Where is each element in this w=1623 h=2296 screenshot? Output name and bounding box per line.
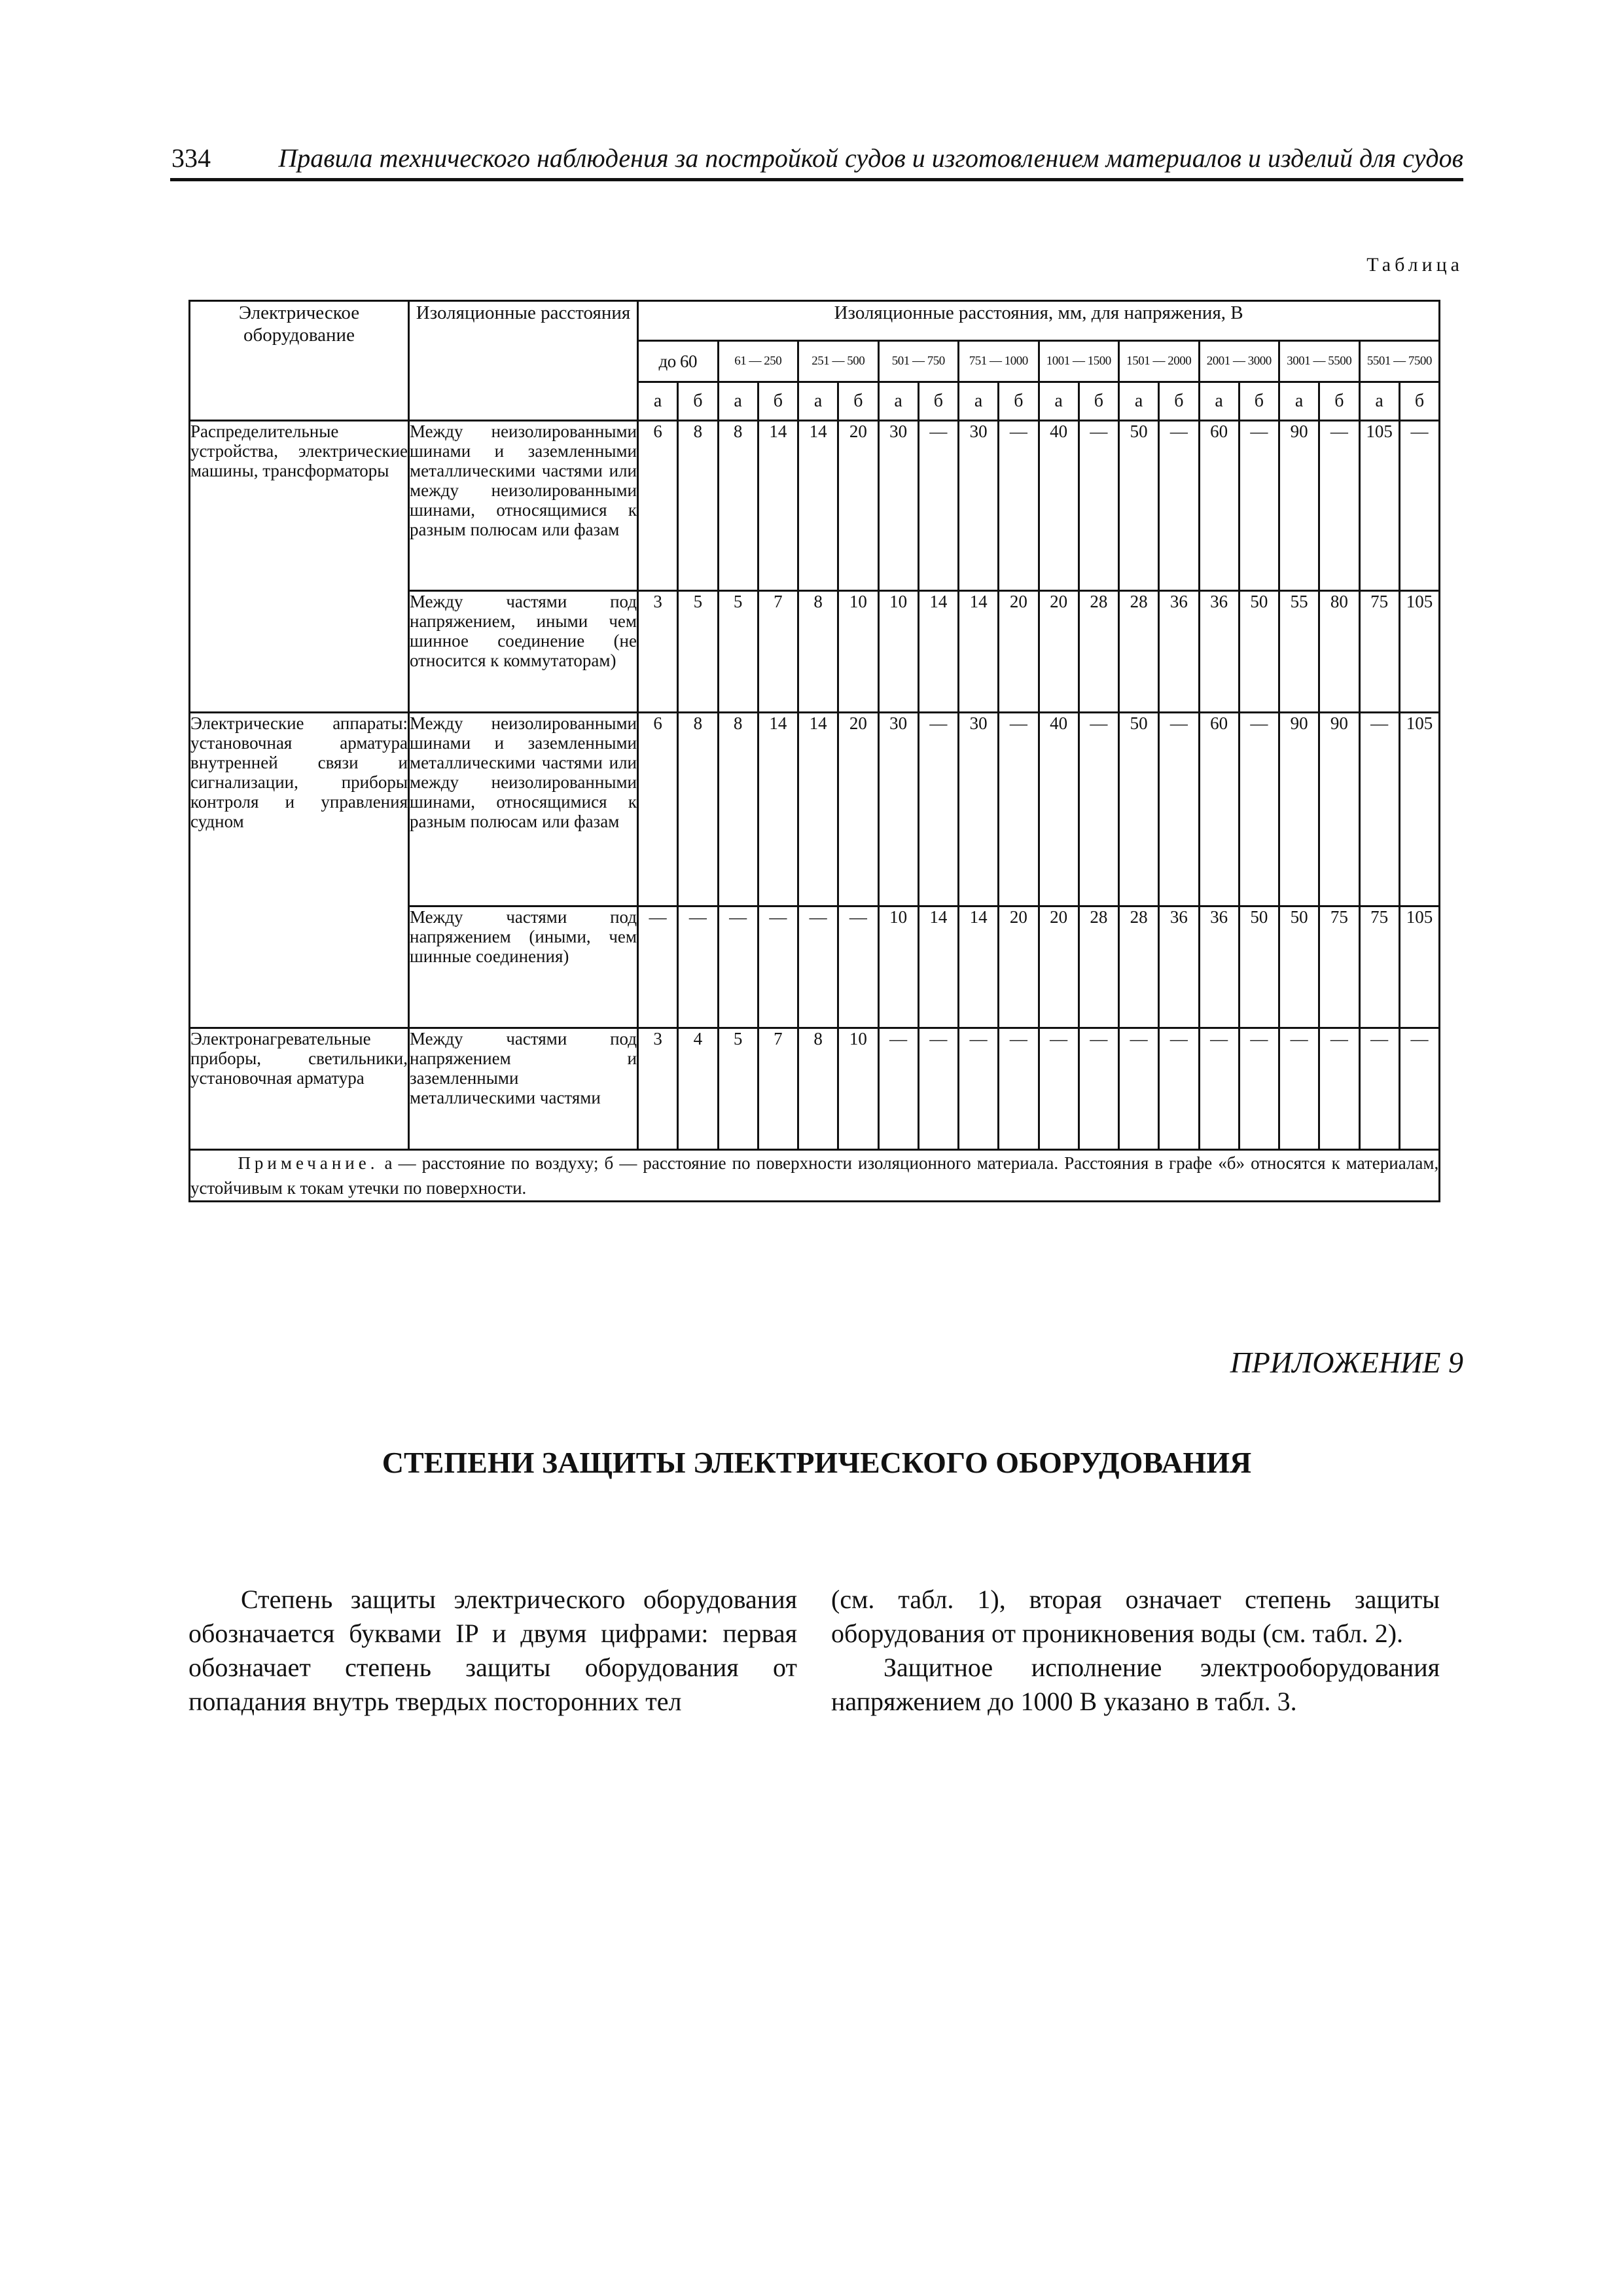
- running-title: Правила технического наблюдения за постройкой судов и изготовлением материалов и изделий для судов: [278, 143, 1463, 173]
- value-cell: 36: [1159, 591, 1199, 713]
- value-cell: 36: [1199, 906, 1239, 1028]
- header-equipment: Электрическое оборудование: [190, 301, 409, 421]
- value-cell: 55: [1279, 591, 1319, 713]
- value-cell: 8: [798, 1028, 838, 1150]
- value-cell: 3: [638, 1028, 678, 1150]
- value-cell: 30: [878, 421, 918, 591]
- subcolumn-header: б: [1159, 382, 1199, 421]
- subcolumn-header: б: [1239, 382, 1279, 421]
- range-header: 501 — 750: [878, 341, 959, 382]
- subcolumn-header: б: [758, 382, 798, 421]
- value-cell: —: [1239, 421, 1279, 591]
- insulation-distances-table: [188, 300, 1440, 1202]
- body-column-left: [188, 1583, 797, 1719]
- header-voltage-group: Изоляционные расстояния, мм, для напряжения, В: [638, 301, 1440, 341]
- subcolumn-header: б: [1399, 382, 1439, 421]
- range-header: 1001 — 1500: [1039, 341, 1119, 382]
- value-cell: 60: [1199, 421, 1239, 591]
- value-cell: —: [718, 906, 758, 1028]
- value-cell: 90: [1279, 421, 1319, 591]
- value-cell: 40: [1039, 421, 1079, 591]
- value-cell: 6: [638, 421, 678, 591]
- distance-description-cell: Между неизолированными шинами и заземленными металлическими частями или между неизолированными шинами, относящимися к разным полюсам или фазам: [409, 421, 638, 591]
- value-cell: 14: [959, 906, 999, 1028]
- value-cell: 14: [798, 713, 838, 906]
- value-cell: 14: [758, 421, 798, 591]
- range-header: до 60: [638, 341, 719, 382]
- paragraph-2: Защитное исполнение электрооборудования напряжением до 1000 В указано в табл. 3.: [831, 1653, 1440, 1716]
- value-cell: 5: [718, 1028, 758, 1150]
- section-title: СТЕПЕНИ ЗАЩИТЫ ЭЛЕКТРИЧЕСКОГО ОБОРУДОВАНИЯ: [382, 1446, 1252, 1479]
- note-text: а — расстояние по воздуху; б — расстояние по поверхности изоляционного материала. Расстояния в графе «б» относятся к материалам, устойчивым к токам утечки по поверхности.: [190, 1153, 1439, 1198]
- value-cell: 7: [758, 1028, 798, 1150]
- value-cell: —: [1159, 1028, 1199, 1150]
- value-cell: 105: [1359, 421, 1399, 591]
- value-cell: —: [838, 906, 878, 1028]
- value-cell: 36: [1159, 906, 1199, 1028]
- value-cell: 8: [678, 713, 718, 906]
- subcolumn-header: а: [1199, 382, 1239, 421]
- equipment-cell: Электрические аппараты: установочная арматура внутренней связи и сигнализации, приборы контроля и управления судном: [190, 713, 409, 1028]
- value-cell: —: [1319, 1028, 1359, 1150]
- value-cell: 20: [999, 591, 1039, 713]
- subcolumn-header: а: [959, 382, 999, 421]
- value-cell: —: [758, 906, 798, 1028]
- value-cell: 50: [1119, 713, 1159, 906]
- value-cell: —: [918, 1028, 958, 1150]
- subcolumn-header: а: [638, 382, 678, 421]
- subcolumn-header: а: [1039, 382, 1079, 421]
- value-cell: 20: [1039, 906, 1079, 1028]
- value-cell: 90: [1279, 713, 1319, 906]
- table-row: [190, 713, 1440, 906]
- table-row: [190, 1028, 1440, 1150]
- value-cell: 30: [959, 713, 999, 906]
- table-row: [190, 421, 1440, 591]
- value-cell: —: [1199, 1028, 1239, 1150]
- value-cell: 10: [838, 591, 878, 713]
- value-cell: 28: [1119, 591, 1159, 713]
- value-cell: —: [1079, 421, 1118, 591]
- value-cell: 75: [1319, 906, 1359, 1028]
- value-cell: —: [999, 1028, 1039, 1150]
- value-cell: 14: [918, 591, 958, 713]
- value-cell: 105: [1399, 591, 1439, 713]
- subcolumn-header: б: [838, 382, 878, 421]
- value-cell: 20: [838, 713, 878, 906]
- range-header: 751 — 1000: [959, 341, 1039, 382]
- subcolumn-header: б: [1079, 382, 1118, 421]
- paragraph-1-start: Степень защиты электрического оборудования обозначается буквами IP и двумя цифрами: первая обозначает степень защиты оборудования от попадания внутрь твердых посторонних тел: [188, 1585, 797, 1716]
- equipment-cell: Электронагревательные приборы, светильники, установочная арматура: [190, 1028, 409, 1150]
- subcolumn-header: б: [1319, 382, 1359, 421]
- range-header: 2001 — 3000: [1199, 341, 1279, 382]
- value-cell: —: [999, 421, 1039, 591]
- range-header: 3001 — 5500: [1279, 341, 1360, 382]
- subcolumn-header: б: [999, 382, 1039, 421]
- note-row: [190, 1150, 1440, 1202]
- value-cell: 105: [1399, 906, 1439, 1028]
- value-cell: 8: [678, 421, 718, 591]
- value-cell: 28: [1079, 906, 1118, 1028]
- value-cell: 30: [878, 713, 918, 906]
- subcolumn-header: а: [1279, 382, 1319, 421]
- table-note: [190, 1150, 1440, 1202]
- value-cell: 8: [798, 591, 838, 713]
- value-cell: —: [1399, 1028, 1439, 1150]
- value-cell: 20: [1039, 591, 1079, 713]
- value-cell: 90: [1319, 713, 1359, 906]
- value-cell: 4: [678, 1028, 718, 1150]
- subcolumn-header: а: [718, 382, 758, 421]
- value-cell: 75: [1359, 906, 1399, 1028]
- range-header: 251 — 500: [798, 341, 879, 382]
- value-cell: 30: [959, 421, 999, 591]
- distance-description-cell: Между неизолированными шинами и заземленными металлическими частями или между неизолированными шинами, относящимися к разным полюсам или фазам: [409, 713, 638, 906]
- value-cell: —: [1279, 1028, 1319, 1150]
- value-cell: 3: [638, 591, 678, 713]
- body-column-right: [831, 1583, 1440, 1719]
- value-cell: —: [878, 1028, 918, 1150]
- header-distances: Изоляционные расстояния: [409, 301, 638, 421]
- value-cell: —: [798, 906, 838, 1028]
- value-cell: 20: [999, 906, 1039, 1028]
- value-cell: —: [1239, 713, 1279, 906]
- value-cell: 60: [1199, 713, 1239, 906]
- value-cell: —: [1119, 1028, 1159, 1150]
- subcolumn-header: а: [1359, 382, 1399, 421]
- value-cell: 5: [718, 591, 758, 713]
- value-cell: 75: [1359, 591, 1399, 713]
- distance-description-cell: Между частями под напряжением (иными, чем шинные соединения): [409, 906, 638, 1028]
- value-cell: 50: [1239, 906, 1279, 1028]
- value-cell: 14: [959, 591, 999, 713]
- value-cell: 10: [838, 1028, 878, 1150]
- value-cell: 8: [718, 421, 758, 591]
- value-cell: 6: [638, 713, 678, 906]
- value-cell: —: [918, 713, 958, 906]
- value-cell: 80: [1319, 591, 1359, 713]
- value-cell: 10: [878, 906, 918, 1028]
- value-cell: —: [1159, 713, 1199, 906]
- value-cell: —: [638, 906, 678, 1028]
- value-cell: 36: [1199, 591, 1239, 713]
- value-cell: —: [1079, 713, 1118, 906]
- paragraph-1-end: (см. табл. 1), вторая означает степень защиты оборудования от проникновения воды (см. табл. 2).: [831, 1585, 1440, 1648]
- value-cell: 50: [1119, 421, 1159, 591]
- value-cell: —: [1079, 1028, 1118, 1150]
- value-cell: —: [959, 1028, 999, 1150]
- equipment-cell: Распределительные устройства, электрические машины, трансформаторы: [190, 421, 409, 713]
- value-cell: —: [1239, 1028, 1279, 1150]
- range-header: 1501 — 2000: [1119, 341, 1200, 382]
- subcolumn-header: а: [878, 382, 918, 421]
- value-cell: 5: [678, 591, 718, 713]
- header-rule: [170, 178, 1463, 181]
- note-label: Примечание.: [238, 1153, 379, 1173]
- value-cell: 8: [718, 713, 758, 906]
- value-cell: 50: [1279, 906, 1319, 1028]
- value-cell: —: [1399, 421, 1439, 591]
- value-cell: —: [999, 713, 1039, 906]
- value-cell: —: [1359, 1028, 1399, 1150]
- value-cell: 40: [1039, 713, 1079, 906]
- value-cell: —: [918, 421, 958, 591]
- value-cell: 50: [1239, 591, 1279, 713]
- value-cell: 10: [878, 591, 918, 713]
- subcolumn-header: а: [798, 382, 838, 421]
- page-header: [170, 143, 1463, 179]
- value-cell: 14: [798, 421, 838, 591]
- table-label: Таблица: [1366, 254, 1463, 276]
- value-cell: —: [1359, 713, 1399, 906]
- page-number: 334: [171, 143, 211, 173]
- value-cell: 14: [758, 713, 798, 906]
- value-cell: —: [1159, 421, 1199, 591]
- value-cell: 14: [918, 906, 958, 1028]
- value-cell: 7: [758, 591, 798, 713]
- distance-description-cell: Между частями под напряжением, иными чем шинное соединение (не относится к коммутаторам): [409, 591, 638, 713]
- appendix-label: ПРИЛОЖЕНИЕ 9: [1230, 1346, 1463, 1379]
- value-cell: 28: [1119, 906, 1159, 1028]
- value-cell: 105: [1399, 713, 1439, 906]
- value-cell: —: [678, 906, 718, 1028]
- subcolumn-header: б: [678, 382, 718, 421]
- range-header: 5501 — 7500: [1359, 341, 1440, 382]
- value-cell: —: [1039, 1028, 1079, 1150]
- value-cell: 20: [838, 421, 878, 591]
- distance-description-cell: Между частями под напряжением и заземленными металлическими частями: [409, 1028, 638, 1150]
- value-cell: 28: [1079, 591, 1118, 713]
- value-cell: —: [1319, 421, 1359, 591]
- range-header: 61 — 250: [718, 341, 798, 382]
- subcolumn-header: а: [1119, 382, 1159, 421]
- subcolumn-header: б: [918, 382, 958, 421]
